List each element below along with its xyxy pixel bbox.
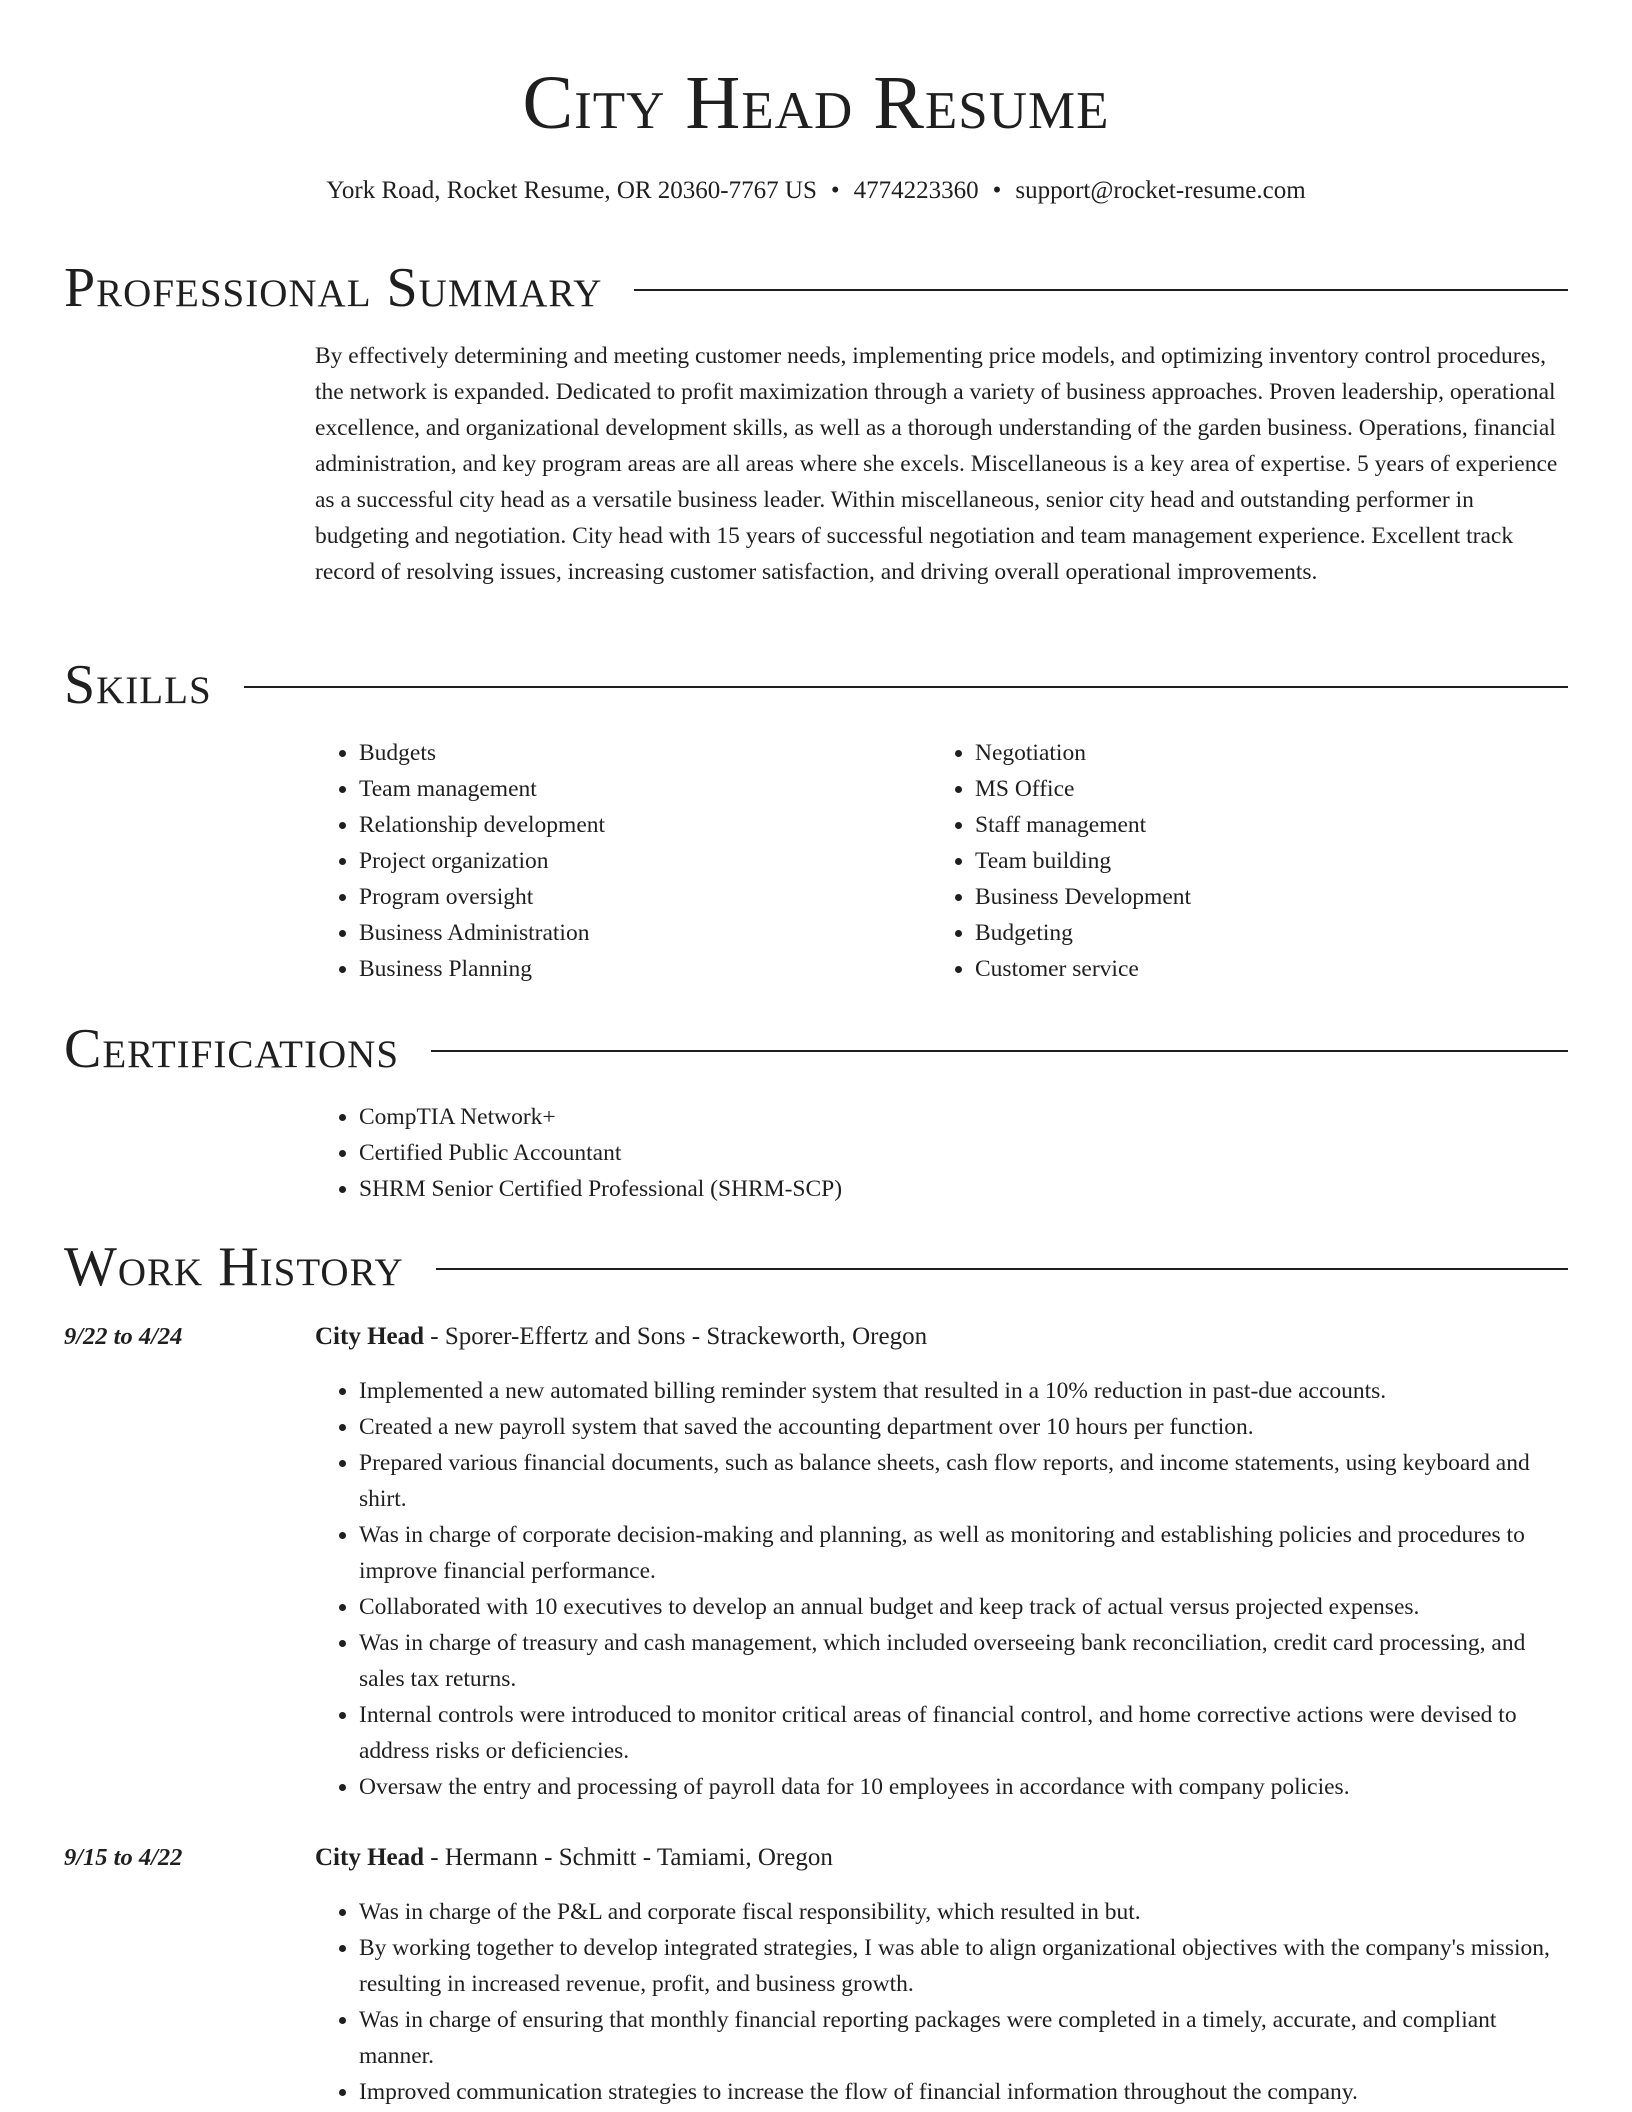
skill-item: • Negotiation xyxy=(975,735,1491,771)
summary-text: By effectively determining and meeting customer needs, implementing price models, and optimizing inventory control procedures, the network is expanded. Dedicated to profit maximization through a variety of business approaches. Proven leadership, operational excellence, and organizational development skills, as well as a thorough understanding of the garden business. Operations, financial administration, and key program areas are all areas where she excels. Miscellaneous is a key area of expertise. 5 years of experience as a successful city head as a versatile business leader. Within miscellaneous, senior city head and outstanding performer in budgeting and negotiation. City head with 15 years of successful negotiation and team management experience. Excellent track record of resolving issues, increasing customer satisfaction, and driving overall operational improvements. xyxy=(315,343,1558,585)
section-divider xyxy=(244,686,1568,688)
certification-item: • SHRM Senior Certified Professional (SHRM-SCP) xyxy=(359,1171,1570,1207)
certifications-block xyxy=(315,1099,1570,1207)
skill-item: • Program oversight xyxy=(359,879,875,915)
job-duty-item: • Improved communication strategies to increase the flow of financial information throughout the company. xyxy=(359,2074,1570,2110)
section-header-summary xyxy=(64,258,1568,318)
skill-item: • Budgeting xyxy=(975,915,1491,951)
contact-separator: • xyxy=(992,177,1002,204)
skill-item: • Team building xyxy=(975,843,1491,879)
job-heading xyxy=(315,1843,833,1873)
certification-item: • Certified Public Accountant xyxy=(359,1135,1570,1171)
job-company: - Hermann - Schmitt - Tamiami, Oregon xyxy=(424,1844,833,1871)
section-header-skills xyxy=(64,655,1568,715)
skill-item: • Budgets xyxy=(359,735,875,771)
contact-separator: • xyxy=(830,177,840,204)
job-dates: 9/15 to 4/22 xyxy=(64,1844,183,1871)
job-duties xyxy=(315,1894,1570,2110)
job-duties xyxy=(315,1373,1570,1805)
skill-item: • Customer service xyxy=(975,951,1491,987)
section-title-work-history: Work History xyxy=(64,1236,404,1298)
job-duty-item: • Was in charge of corporate decision-making and planning, as well as monitoring and establishing policies and procedures to improve financial performance. xyxy=(359,1517,1570,1589)
section-divider xyxy=(634,289,1568,291)
job-dates: 9/22 to 4/24 xyxy=(64,1323,183,1350)
job-duty-item: • Implemented a new automated billing reminder system that resulted in a 10% reduction in past-due accounts. xyxy=(359,1373,1570,1409)
section-header-work-history xyxy=(64,1237,1568,1297)
job-duty-item: • Oversaw the entry and processing of payroll data for 10 employees in accordance with company policies. xyxy=(359,1769,1570,1805)
section-divider xyxy=(431,1050,1568,1052)
job-duty-item: • Collaborated with 10 executives to develop an annual budget and keep track of actual versus projected expenses. xyxy=(359,1589,1570,1625)
job-duty-item: • Prepared various financial documents, such as balance sheets, cash flow reports, and income statements, using keyboard and shirt. xyxy=(359,1445,1570,1517)
job-duty-item: • Internal controls were introduced to monitor critical areas of financial control, and home corrective actions were devised to address risks or deficiencies. xyxy=(359,1697,1570,1769)
section-title-summary: Professional Summary xyxy=(64,257,603,319)
contact-line xyxy=(0,176,1632,206)
contact-address: York Road, Rocket Resume, OR 20360-7767 US xyxy=(326,177,817,204)
certification-item: • CompTIA Network+ xyxy=(359,1099,1570,1135)
section-title-skills: Skills xyxy=(64,654,212,716)
job-duty-item: • By working together to develop integrated strategies, I was able to align organizational objectives with the company's mission, resulting in increased revenue, profit, and business growth. xyxy=(359,1930,1570,2002)
skill-item: • MS Office xyxy=(975,771,1491,807)
skill-item: • Team management xyxy=(359,771,875,807)
section-title-certifications: Certifications xyxy=(64,1018,400,1080)
certifications-list xyxy=(315,1099,1570,1207)
skill-item: • Staff management xyxy=(975,807,1491,843)
job-heading xyxy=(315,1322,927,1352)
job-duties-list xyxy=(315,1894,1570,2110)
skill-item: • Business Development xyxy=(975,879,1491,915)
skills-column-right xyxy=(931,735,1491,987)
contact-email: support@rocket-resume.com xyxy=(1015,177,1306,204)
skills-column-left xyxy=(315,735,875,987)
job-duties-list xyxy=(315,1373,1570,1805)
skills-list-right xyxy=(931,735,1491,987)
skill-item: • Project organization xyxy=(359,843,875,879)
job-duty-item: • Was in charge of the P&L and corporate fiscal responsibility, which resulted in but. xyxy=(359,1894,1570,1930)
resume-title: City Head Resume xyxy=(522,61,1110,145)
skill-item: • Relationship development xyxy=(359,807,875,843)
section-divider xyxy=(436,1268,1568,1270)
contact-phone: 4774223360 xyxy=(853,177,979,204)
job-company: - Sporer-Effertz and Sons - Strackeworth, Oregon xyxy=(424,1323,928,1350)
job-title: City Head xyxy=(315,1323,425,1350)
job-duty-item: • Was in charge of ensuring that monthly financial reporting packages were completed in a timely, accurate, and compliant manner. xyxy=(359,2002,1570,2074)
skills-list-left xyxy=(315,735,875,987)
skill-item: • Business Administration xyxy=(359,915,875,951)
job-duty-item: • Was in charge of treasury and cash management, which included overseeing bank reconciliation, credit card processing, and sales tax returns. xyxy=(359,1625,1570,1697)
job-duty-item: • Created a new payroll system that saved the accounting department over 10 hours per function. xyxy=(359,1409,1570,1445)
skill-item: • Business Planning xyxy=(359,951,875,987)
section-header-certifications xyxy=(64,1019,1568,1079)
job-title: City Head xyxy=(315,1844,425,1871)
